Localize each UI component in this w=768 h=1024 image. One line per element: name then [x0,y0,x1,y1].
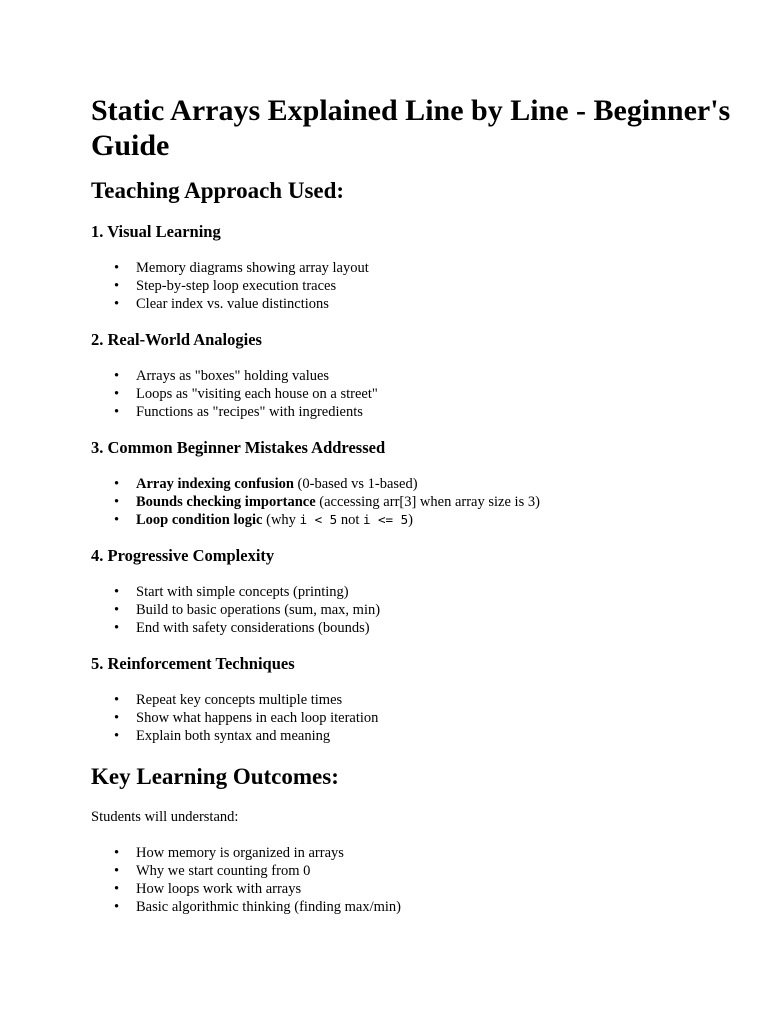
list-item [136,493,731,511]
list-item: • Step-by-step loop execution traces [136,277,731,295]
inline-code: i < 5 [299,512,338,527]
list-item: • Loops as "visiting each house on a street" [136,385,731,403]
inline-code: i <= 5 [362,512,409,527]
list-item: • Build to basic operations (sum, max, min) [136,601,731,619]
list-item [136,475,731,493]
list-item: • Arrays as "boxes" holding values [136,367,731,385]
list-item: • How loops work with arrays [136,880,731,898]
list-item: • How memory is organized in arrays [136,844,731,862]
visual-learning-list [91,259,731,313]
document-content [91,93,731,916]
section-heading-reinforcement-techniques: 5. Reinforcement Techniques [91,654,295,673]
list-item: • Show what happens in each loop iteration [136,709,731,727]
progressive-complexity-list [91,583,731,637]
page-title: Static Arrays Explained Line by Line - Beginner's Guide [91,94,731,162]
section-heading-real-world-analogies: 2. Real-World Analogies [91,330,262,349]
list-item: • Start with simple concepts (printing) [136,583,731,601]
common-mistakes-list [91,475,731,529]
list-item-bold: Bounds checking importance [136,494,316,510]
list-item: • Basic algorithmic thinking (finding max/min) [136,898,731,916]
list-item: • Clear index vs. value distinctions [136,295,731,313]
list-item-text: (why [262,512,300,528]
list-item-text: ) [408,512,413,528]
list-item: • Explain both syntax and meaning [136,727,731,745]
reinforcement-list [91,691,731,745]
analogies-list [91,367,731,421]
list-item [136,511,731,529]
list-item: • Memory diagrams showing array layout [136,259,731,277]
section-heading-common-mistakes: 3. Common Beginner Mistakes Addressed [91,438,386,457]
list-item: • Repeat key concepts multiple times [136,691,731,709]
list-item: • Why we start counting from 0 [136,862,731,880]
list-item-bold: Array indexing confusion [136,476,294,492]
outcomes-list [91,844,731,916]
list-item-text: (accessing arr[3] when array size is 3) [315,494,540,510]
outcomes-intro-text: Students will understand: [91,809,239,825]
list-item-bold: Loop condition logic [136,512,263,528]
list-item-text: (0-based vs 1-based) [293,476,418,492]
list-item-text: not [337,512,363,528]
teaching-approach-heading: Teaching Approach Used: [91,178,345,203]
section-heading-visual-learning: 1. Visual Learning [91,222,221,241]
list-item: • Functions as "recipes" with ingredients [136,403,731,421]
section-heading-progressive-complexity: 4. Progressive Complexity [91,546,275,565]
list-item: • End with safety considerations (bounds) [136,619,731,637]
learning-outcomes-heading: Key Learning Outcomes: [91,764,339,789]
